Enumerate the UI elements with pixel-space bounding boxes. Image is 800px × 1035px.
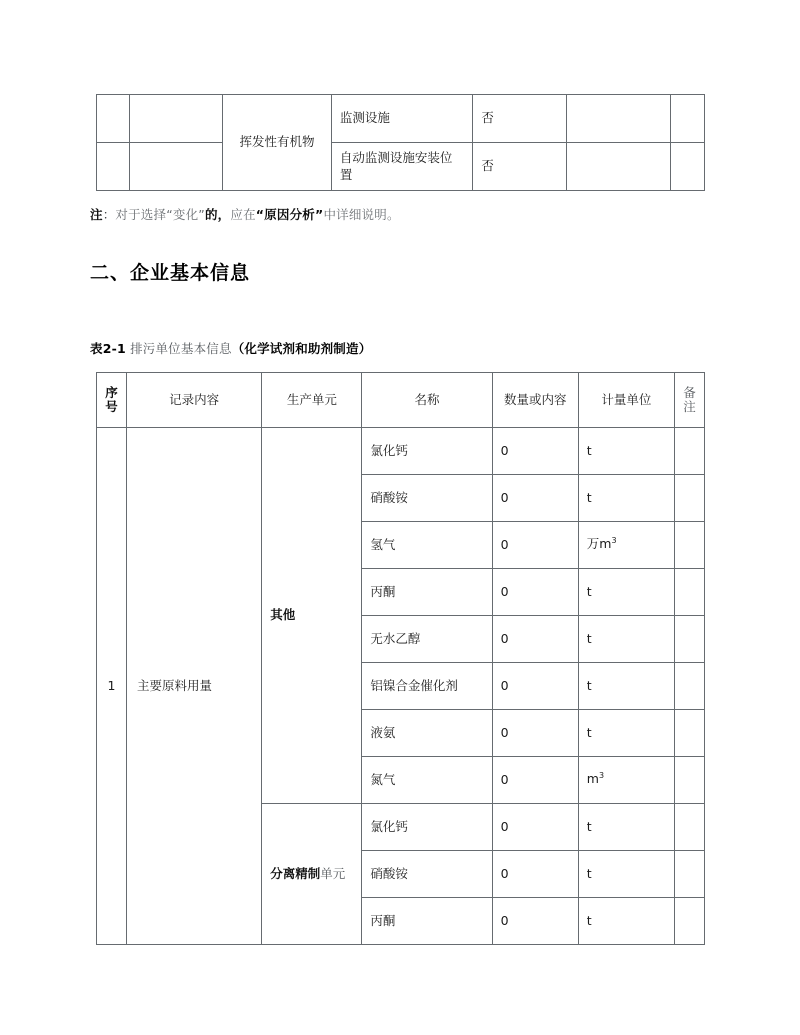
top-cell-uom-r1 bbox=[566, 95, 670, 143]
header-name: 名称 bbox=[362, 373, 492, 428]
header-seq-line1: 序 bbox=[105, 385, 118, 400]
cell-name: 氢气 bbox=[362, 522, 492, 569]
caption-label: 表2-1 bbox=[90, 341, 126, 356]
cell-record-content: 主要原料用量 bbox=[127, 428, 262, 945]
top-cell-remark-r2 bbox=[671, 143, 705, 191]
cell-name: 无水乙醇 bbox=[362, 616, 492, 663]
header-quantity-or-content: 数量或内容 bbox=[492, 373, 578, 428]
cell-quantity: 0 bbox=[492, 710, 578, 757]
uom-text: m bbox=[586, 771, 599, 787]
top-cell-col1-r1 bbox=[97, 95, 130, 143]
note-text bbox=[90, 206, 710, 225]
uom-exponent: 3 bbox=[598, 771, 605, 781]
cell-quantity: 0 bbox=[492, 616, 578, 663]
top-cell-remark-r1 bbox=[671, 95, 705, 143]
uom-text: t bbox=[586, 677, 592, 693]
note-part2: 的， bbox=[204, 207, 231, 222]
cell-remark bbox=[674, 898, 704, 945]
uom-text: t bbox=[586, 912, 592, 928]
cell-remark bbox=[674, 710, 704, 757]
cell-remark bbox=[674, 663, 704, 710]
cell-name: 铝镍合金催化剂 bbox=[362, 663, 492, 710]
cell-quantity: 0 bbox=[492, 522, 578, 569]
cell-quantity: 0 bbox=[492, 475, 578, 522]
cell-quantity: 0 bbox=[492, 804, 578, 851]
unit-label-bold-g2: 分离精制 bbox=[270, 865, 321, 881]
cell-name: 丙酮 bbox=[362, 569, 492, 616]
cell-remark bbox=[674, 804, 704, 851]
uom-text: t bbox=[586, 724, 592, 740]
cell-name: 硝酸铵 bbox=[362, 475, 492, 522]
cell-name: 氮气 bbox=[362, 757, 492, 804]
header-record-content: 记录内容 bbox=[127, 373, 262, 428]
cell-uom bbox=[578, 616, 674, 663]
note-part1: 对于选择 bbox=[115, 207, 167, 222]
cell-uom bbox=[578, 757, 674, 804]
header-production-unit: 生产单元 bbox=[262, 373, 362, 428]
cell-remark bbox=[674, 569, 704, 616]
top-cell-uom-r2 bbox=[566, 143, 670, 191]
cell-uom bbox=[578, 804, 674, 851]
top-cell-value-r2: 否 bbox=[473, 143, 567, 191]
cell-uom bbox=[578, 898, 674, 945]
top-cell-value-r1: 否 bbox=[473, 95, 567, 143]
continued-emission-table bbox=[96, 94, 705, 191]
top-cell-col1-r2 bbox=[97, 143, 130, 191]
top-cell-item-r2: 自动监测设施安装位置 bbox=[331, 143, 472, 191]
note-quoted-change: “变化” bbox=[166, 207, 205, 222]
table-row bbox=[97, 428, 705, 475]
cell-quantity: 0 bbox=[492, 569, 578, 616]
cell-production-unit-g1 bbox=[262, 428, 362, 804]
unit-label-gray-g2: 单元 bbox=[320, 865, 346, 881]
cell-name: 硝酸铵 bbox=[362, 851, 492, 898]
uom-text: t bbox=[586, 865, 592, 881]
cell-name: 氯化钙 bbox=[362, 804, 492, 851]
note-quoted-cause-analysis: “原因分析” bbox=[255, 207, 324, 222]
cell-uom bbox=[578, 428, 674, 475]
uom-text: 万m bbox=[586, 536, 612, 552]
unit-label-bold-g1: 其他 bbox=[270, 607, 296, 623]
uom-text: t bbox=[586, 583, 592, 599]
section-heading: 二、企业基本信息 bbox=[90, 262, 251, 284]
table-header-row bbox=[97, 373, 705, 428]
table-row bbox=[97, 95, 705, 143]
cell-remark bbox=[674, 475, 704, 522]
cell-remark bbox=[674, 757, 704, 804]
note-prefix: 注 bbox=[90, 207, 103, 222]
note-part3: 应在 bbox=[230, 207, 256, 222]
cell-uom bbox=[578, 663, 674, 710]
header-seq bbox=[97, 373, 127, 428]
cell-uom bbox=[578, 475, 674, 522]
cell-quantity: 0 bbox=[492, 898, 578, 945]
header-unit-of-measure: 计量单位 bbox=[578, 373, 674, 428]
cell-uom bbox=[578, 569, 674, 616]
table-row bbox=[97, 143, 705, 191]
cell-name: 丙酮 bbox=[362, 898, 492, 945]
header-remark-line1: 备 bbox=[683, 385, 696, 400]
uom-text: t bbox=[586, 818, 592, 834]
cell-quantity: 0 bbox=[492, 663, 578, 710]
top-cell-item-r1: 监测设施 bbox=[331, 95, 472, 143]
cell-quantity: 0 bbox=[492, 757, 578, 804]
note-part4: 中详细说明。 bbox=[323, 207, 400, 222]
uom-text: t bbox=[586, 489, 592, 505]
uom-text: t bbox=[586, 442, 592, 458]
header-seq-line2: 号 bbox=[105, 399, 118, 414]
cell-name: 氯化钙 bbox=[362, 428, 492, 475]
uom-text: t bbox=[586, 630, 592, 646]
cell-uom bbox=[578, 851, 674, 898]
cell-remark bbox=[674, 522, 704, 569]
cell-production-unit-g2 bbox=[262, 804, 362, 945]
note-colon: ： bbox=[102, 207, 116, 222]
cell-remark bbox=[674, 616, 704, 663]
caption-title: 排污单位基本信息 bbox=[130, 341, 232, 356]
top-cell-col2-r2 bbox=[129, 143, 223, 191]
cell-quantity: 0 bbox=[492, 428, 578, 475]
cell-uom bbox=[578, 710, 674, 757]
cell-quantity: 0 bbox=[492, 851, 578, 898]
uom-exponent: 3 bbox=[611, 536, 617, 546]
cell-remark bbox=[674, 428, 704, 475]
header-remark bbox=[674, 373, 704, 428]
cell-seq: 1 bbox=[97, 428, 127, 945]
table-caption bbox=[90, 339, 371, 357]
top-cell-pollutant: 挥发性有机物 bbox=[223, 95, 332, 191]
caption-scope: （化学试剂和助剂制造） bbox=[231, 341, 372, 356]
header-remark-line2: 注 bbox=[683, 399, 696, 414]
cell-remark bbox=[674, 851, 704, 898]
cell-name: 液氨 bbox=[362, 710, 492, 757]
basic-info-table bbox=[96, 372, 705, 945]
cell-uom bbox=[578, 522, 674, 569]
top-cell-col2-r1 bbox=[129, 95, 223, 143]
